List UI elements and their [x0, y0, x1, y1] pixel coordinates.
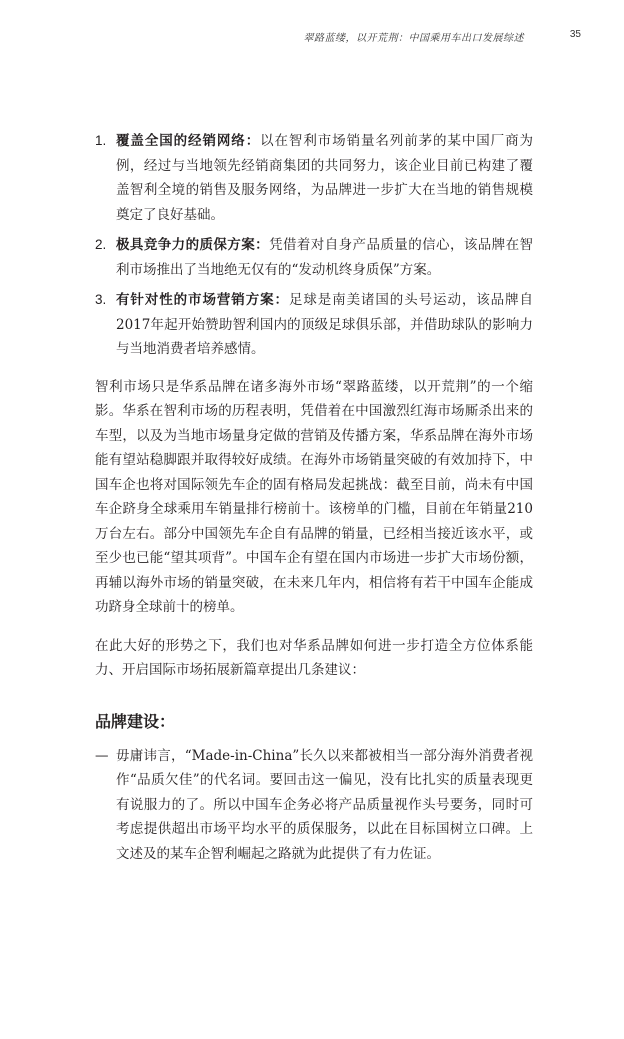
- running-title: 翠路蓝缕，以开荒荆：中国乘用车出口发展综述: [303, 33, 524, 44]
- list-item-body: 以在智利市场销量名列前茅的某中国厂商为例，经过与当地领先经销商集团的共同努力，该企业目前已构建了覆盖智利全境的销售及服务网络，为品牌进一步扩大在当地的销售规模奠定了良好基础。: [116, 133, 534, 223]
- list-item-text: [116, 288, 533, 362]
- list-item: [95, 288, 533, 362]
- numbered-list: [95, 129, 533, 362]
- section-heading: 品牌建设：: [95, 711, 176, 731]
- list-item-heading: 极具竞争力的质保方案：: [116, 237, 270, 253]
- list-item-body: 足球是南美诸国的头号运动，该品牌自2017年起开始赞助智利国内的顶级足球俱乐部，并借助球队的影响力与当地消费者培养感情。: [116, 292, 534, 357]
- list-item-text: [116, 129, 533, 227]
- list-number: 3.: [95, 292, 107, 307]
- dash-list-item: [95, 744, 533, 867]
- list-item-body: 凭借着对自身产品质量的信心，该品牌在智利市场推出了当地绝无仅有的“发动机终身质保”方案。: [116, 237, 534, 278]
- list-item-heading: 有针对性的市场营销方案：: [116, 292, 289, 308]
- body-paragraph: 在此大好的形势之下，我们也对华系品牌如何进一步打造全方位体系能力、开启国际市场拓展新篇章提出几条建议：: [95, 637, 533, 678]
- dash-marker: —: [95, 747, 109, 764]
- list-item-heading: 覆盖全国的经销网络：: [116, 133, 261, 149]
- page-content: [95, 129, 533, 866]
- list-item: [95, 129, 533, 227]
- page-number: 35: [569, 29, 581, 40]
- body-paragraph: 智利市场只是华系品牌在诸多海外市场“翠路蓝缕，以开荒荆”的一个缩影。华系在智利市场的历程表明，凭借着在中国激烈红海市场厮杀出来的车型，以及为当地市场量身定做的营销及传播方案，华系品牌在海外市场能有望站稳脚跟并取得较好成绩。在海外市场销量突破的有效加持下，中国车企也将对国际领先车企的固有格局发起挑战：截至目前，尚未有中国车企跻身全球乘用车销量排行榜前十。该榜单的门槛，目前在年销量210万台左右。部分中国领先车企自有品牌的销量，已经相当接近该水平，或至少也已能“望其项背”。中国车企有望在国内市场进一步扩大市场份额，再辅以海外市场的销量突破，在未来几年内，相信将有若干中国车企能成功跻身全球前十的榜单。: [95, 378, 533, 615]
- page-header: [0, 29, 624, 43]
- list-number: 1.: [95, 133, 107, 148]
- list-item: [95, 233, 533, 282]
- dash-item-text: 毋庸讳言，“Made-in-China”长久以来都被相当一部分海外消费者视作“品质欠佳”的代名词。要回击这一偏见，没有比扎实的质量表现更有说服力的了。所以中国车企务必将产品质量视作头号要务，同时可考虑提供超出市场平均水平的质保服务，以此在目标国树立口碑。上文述及的某车企智利崛起之路就为此提供了有力佐证。: [116, 747, 533, 862]
- list-number: 2.: [95, 237, 107, 252]
- list-item-text: [116, 233, 533, 282]
